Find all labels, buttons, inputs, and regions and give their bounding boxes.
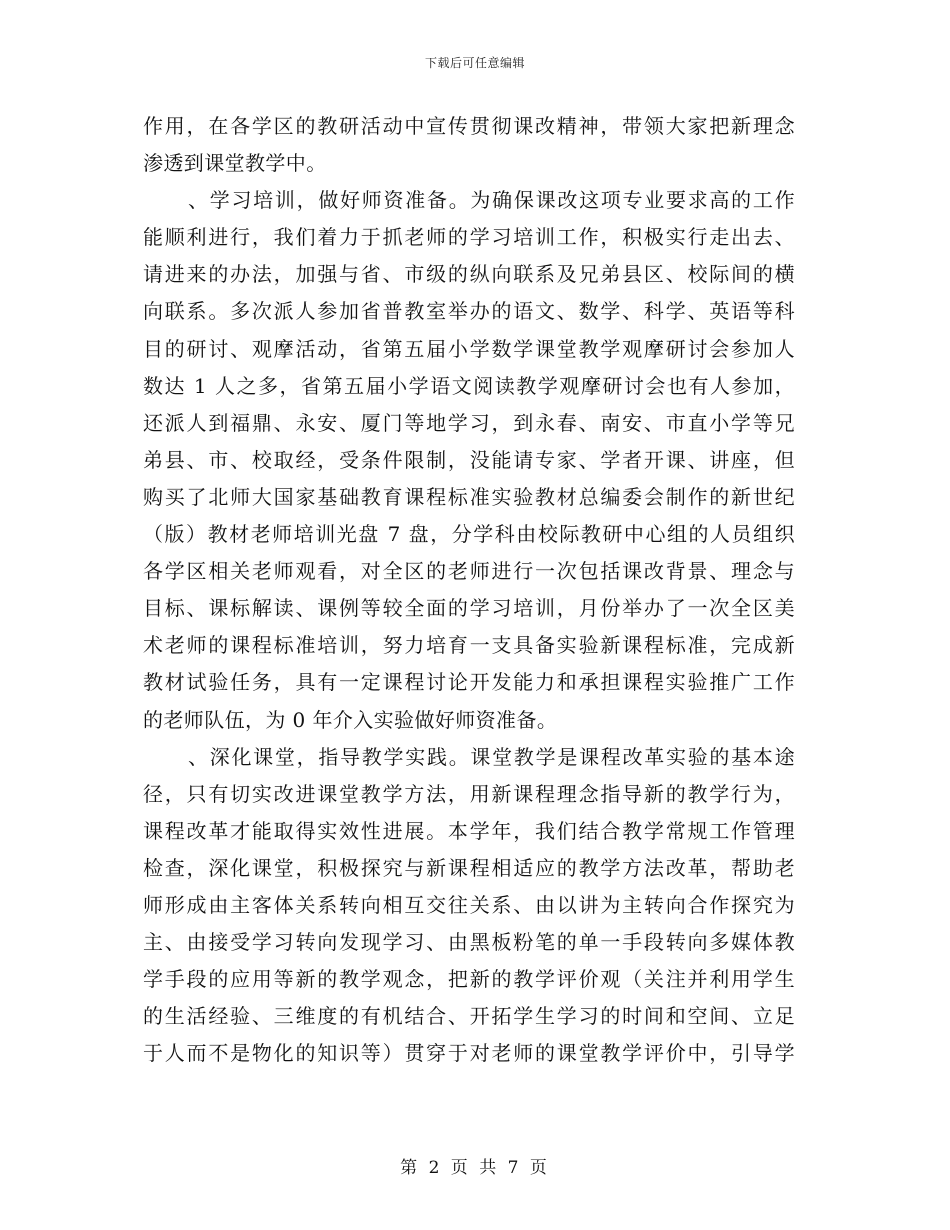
page-number: 第 2 页 共 7 页: [400, 1158, 550, 1178]
text-line: 能顺利进行，我们着力于抓老师的学习培训工作，积极实行走出去、: [143, 225, 795, 250]
text-line: 于人而不是物化的知识等）贯穿于对老师的课堂教学评价中，引导学: [143, 1041, 795, 1066]
text-line: 主、由接受学习转向发现学习、由黑板粉笔的单一手段转向多媒体教: [143, 930, 795, 955]
header-note: 下载后可任意编辑: [424, 56, 525, 70]
text-line: 的生活经验、三维度的有机结合、开拓学生学习的时间和空间、立足: [143, 1004, 795, 1029]
text-line: 弟县、市、校取经，受条件限制，没能请专家、学者开课、讲座，但: [143, 447, 795, 472]
text-line: 径，只有切实改进课堂教学方法，用新课程理念指导新的教学行为，: [143, 781, 795, 806]
text-line: 师形成由主客体关系转向相互交往关系、由以讲为主转向合作探究为: [143, 892, 795, 917]
text-line: （版）教材老师培训光盘 7 盘，分学科由校际教研中心组的人员组织: [143, 522, 795, 547]
text-line: 术老师的课程标准培训，努力培育一支具备实验新课程标准，完成新: [143, 633, 795, 658]
text-line: 检查，深化课堂，积极探究与新课程相适应的教学方法改革，帮助老: [143, 855, 795, 880]
text-line: 各学区相关老师观看，对全区的老师进行一次包括课改背景、理念与: [143, 559, 795, 584]
text-line: 数达 1 人之多，省第五届小学语文阅读教学观摩研讨会也有人参加，: [143, 373, 795, 398]
text-line: 教材试验任务，具有一定课程讨论开发能力和承担课程实验推广工作: [143, 670, 795, 695]
text-line: 目标、课标解读、课例等较全面的学习培训，月份举办了一次全区美: [143, 596, 795, 621]
text-line: 课程改革才能取得实效性进展。本学年，我们结合教学常规工作管理: [143, 818, 795, 843]
text-line: 还派人到福鼎、永安、厦门等地学习，到永春、南安、市直小学等兄: [143, 410, 795, 435]
text-line: 的老师队伍，为 0 年介入实验做好师资准备。: [143, 707, 558, 732]
text-line: 请进来的办法，加强与省、市级的纵向联系及兄弟县区、校际间的横: [143, 262, 795, 287]
document-body: [143, 108, 795, 1072]
text-line: 作用，在各学区的教研活动中宣传贯彻课改精神，带领大家把新理念: [143, 114, 795, 138]
text-line: 目的研讨、观摩活动，省第五届小学数学课堂教学观摩研讨会参加人: [143, 336, 795, 361]
text-line: 渗透到课堂教学中。: [143, 151, 327, 176]
text-line: 向联系。多次派人参加省普教室举办的语文、数学、科学、英语等科: [143, 299, 795, 324]
text-line: 、深化课堂，指导教学实践。课堂教学是课程改革实验的基本途: [188, 744, 795, 769]
text-line: 购买了北师大国家基础教育课程标准实验教材总编委会制作的新世纪: [143, 484, 795, 509]
text-line: 学手段的应用等新的教学观念，把新的教学评价观（关注并利用学生: [143, 967, 795, 992]
text-line: 、学习培训，做好师资准备。为确保课改这项专业要求高的工作: [188, 188, 795, 213]
